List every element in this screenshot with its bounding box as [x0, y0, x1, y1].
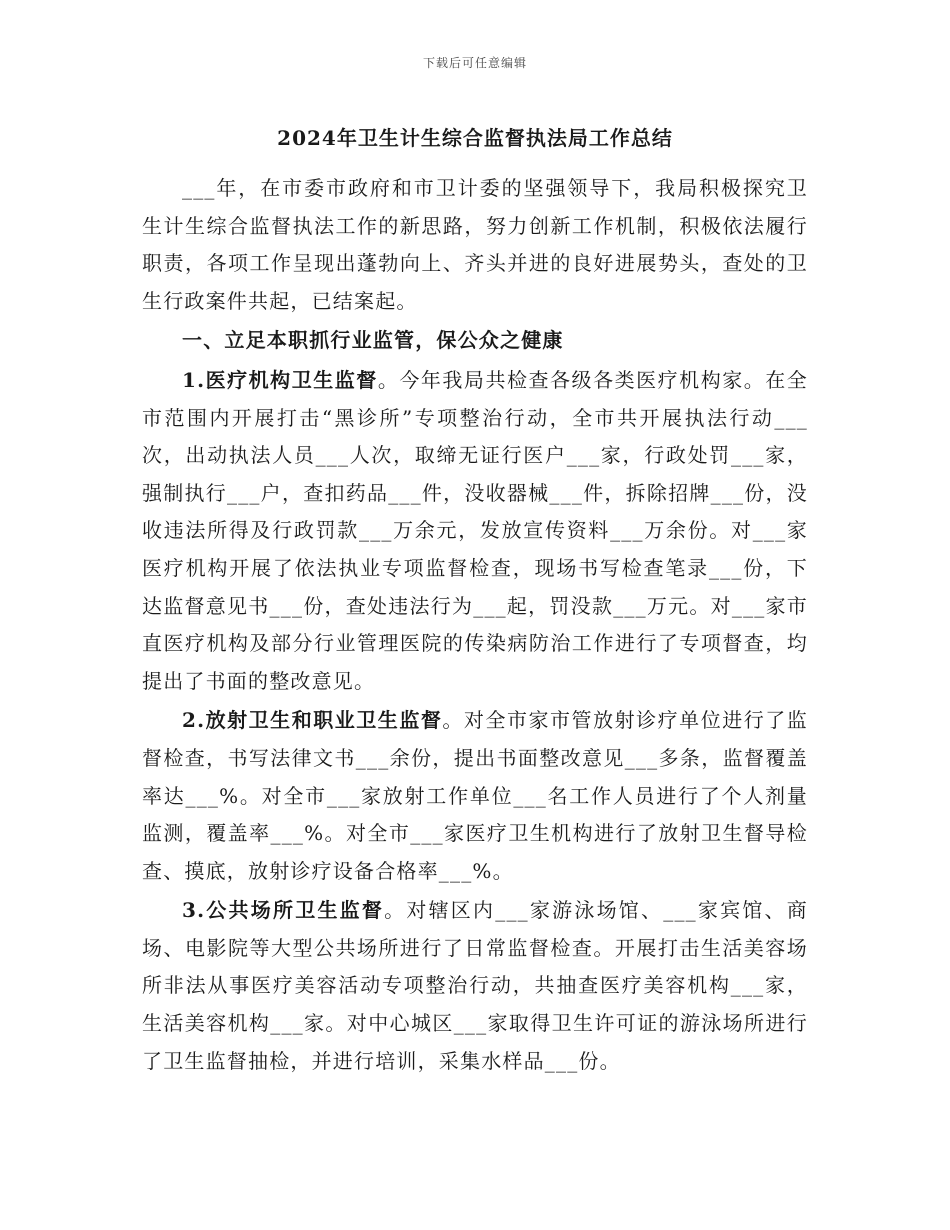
page-header-note: 下载后可任意编辑: [422, 56, 527, 70]
document-body: [142, 170, 808, 1082]
item-lead-2: 2.放射卫生和职业卫生监督: [182, 708, 443, 733]
item-paragraph-3: [142, 892, 808, 1080]
item-lead-3: 3.公共场所卫生监督: [182, 898, 385, 923]
item-text-2: 。对全市家市管放射诊疗单位进行了监督检查，书写法律文书___余份，提出书面整改意见___多条，监督覆盖率达___%。对全市___家放射工作单位___名工作人员进行了个人剂量监测，覆盖率___%。对全市___家医疗卫生机构进行了放射卫生督导检查、摸底，放射诊疗设备合格率___%。: [142, 708, 808, 883]
intro-paragraph: ___年，在市委市政府和市卫计委的坚强领导下，我局积极探究卫生计生综合监督执法工作的新思路，努力创新工作机制，积极依法履行职责，各项工作呈现出蓬勃向上、齐头并进的良好进展势头，查处的卫生行政案件共起，已结案起。: [142, 176, 808, 313]
document-title: 2024年卫生计生综合监督执法局工作总结: [277, 126, 673, 150]
item-lead-1: 1.医疗机构卫生监督: [182, 367, 378, 392]
item-text-3: 。对辖区内___家游泳场馆、___家宾馆、商场、电影院等大型公共场所进行了日常监督检查。开展打击生活美容场所非法从事医疗美容活动专项整治行动，共抽查医疗美容机构___家，生活美容机构___家。对中心城区___家取得卫生许可证的游泳场所进行了卫生监督抽检，并进行培训，采集水样品___份。: [142, 898, 808, 1073]
item-text-1: 。今年我局共检查各级各类医疗机构家。在全市范围内开展打击“黑诊所”专项整治行动，全市共开展执法行动___次，出动执法人员___人次，取缔无证行医户___家，行政处罚___家，强制执行___户，查扣药品___件，没收器械___件，拆除招牌___份，没收违法所得及行政罚款___万余元，发放宣传资料___万余份。对___家医疗机构开展了依法执业专项监督检查，现场书写检查笔录___份，下达监督意见书___份，查处违法行为___起，罚没款___万元。对___家市直医疗机构及部分行业管理医院的传染病防治工作进行了专项督查，均提出了书面的整改意见。: [142, 367, 808, 693]
section-heading: 一、立足本职抓行业监管，保公众之健康: [182, 328, 564, 353]
item-paragraph-2: [142, 702, 808, 890]
item-paragraph-1: [142, 362, 808, 700]
